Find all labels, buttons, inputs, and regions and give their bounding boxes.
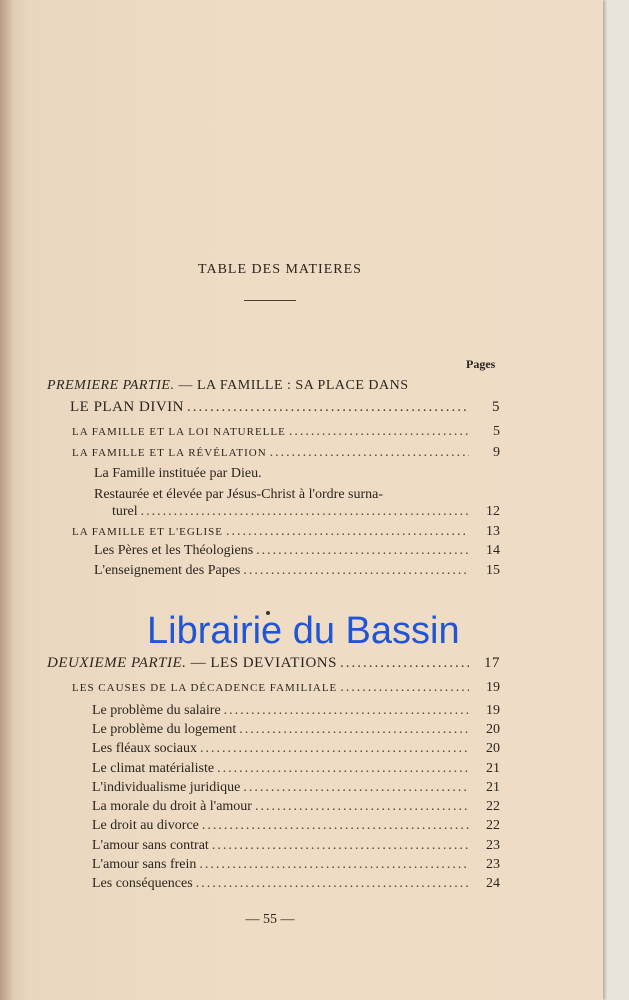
leader-dots	[255, 799, 469, 815]
toc-entry	[112, 504, 500, 520]
leader-dots	[196, 876, 469, 892]
part2-label: DEUXIEME PARTIE.	[47, 655, 187, 671]
title-underline	[244, 300, 296, 301]
toc-entry	[94, 543, 500, 559]
leader-dots	[270, 445, 469, 461]
toc-entry	[92, 818, 500, 834]
part1-heading-line1	[47, 378, 408, 394]
leader-dots	[243, 563, 469, 579]
part2-heading	[47, 655, 500, 672]
watermark-text: Librairie du Bassin	[147, 610, 460, 652]
part1-page: 5	[492, 399, 500, 415]
toc-entry-page: 13	[486, 524, 500, 539]
page-spine-shadow	[0, 0, 14, 1000]
part1-label: PREMIERE PARTIE.	[47, 378, 175, 393]
toc-entry-page: 5	[493, 424, 500, 439]
toc-entry-title: La morale du droit à l'amour	[92, 799, 252, 814]
toc-entry	[92, 703, 500, 719]
toc-entry	[92, 799, 500, 815]
toc-entry	[92, 857, 500, 873]
part1-heading-line2	[70, 399, 500, 416]
leader-dots	[243, 780, 469, 796]
leader-dots	[340, 655, 469, 672]
toc-entry-page: 23	[486, 838, 500, 853]
leader-dots	[202, 818, 469, 834]
toc-entry-page: 15	[486, 563, 500, 578]
toc-entry-page: 19	[486, 680, 500, 695]
toc-entry-page: 24	[486, 876, 500, 891]
toc-entry-title: LA FAMILLE ET LA RÉVÉLATION	[72, 447, 267, 459]
toc-entry	[92, 761, 500, 777]
toc-entry-page: 20	[486, 722, 500, 737]
toc-entry	[72, 680, 500, 696]
toc-entry-title-line2: turel	[112, 504, 138, 519]
toc-entry	[92, 838, 500, 854]
toc-entry-title: Le droit au divorce	[92, 818, 199, 833]
toc-entry	[94, 563, 500, 579]
leader-dots	[212, 838, 469, 854]
leader-dots	[199, 857, 469, 873]
leader-dots	[187, 399, 469, 416]
toc-entry	[92, 876, 500, 892]
leader-dots	[217, 761, 469, 777]
toc-entry-title-line1: Restaurée et élevée par Jésus-Christ à l'ordre surna-	[94, 487, 384, 502]
toc-entry	[92, 722, 500, 738]
leader-dots	[340, 680, 469, 696]
page-number: — 55 —	[245, 912, 295, 927]
toc-entry-title: LA FAMILLE ET LA LOI NATURELLE	[72, 426, 286, 438]
toc-entry-title: LA FAMILLE ET L'EGLISE	[72, 526, 223, 538]
toc-entry-page: 9	[493, 445, 500, 460]
toc-entry-title: La Famille instituée par Dieu.	[94, 466, 262, 481]
toc-entry	[92, 780, 500, 796]
toc-entry-page: 22	[486, 799, 500, 814]
toc-entry-page: 19	[486, 703, 500, 718]
leader-dots	[256, 543, 469, 559]
toc-entry	[72, 424, 500, 440]
leader-dots	[200, 741, 469, 757]
page-title: TABLE DES MATIERES	[198, 262, 362, 277]
toc-entry-page: 20	[486, 741, 500, 756]
toc-entry-title: L'amour sans contrat	[92, 838, 209, 853]
leader-dots	[226, 524, 469, 540]
toc-entry-title: L'enseignement des Papes	[94, 563, 241, 578]
toc-entry-page: 21	[486, 780, 500, 795]
toc-entry	[72, 445, 500, 461]
part1-title-line2: LE PLAN DIVIN	[70, 399, 184, 415]
toc-entry	[72, 524, 500, 540]
toc-entry-title: L'individualisme juridique	[92, 780, 241, 795]
part2-page: 17	[484, 655, 500, 671]
leader-dots	[224, 703, 469, 719]
toc-entry-title: Le problème du salaire	[92, 703, 221, 718]
leader-dots	[289, 424, 469, 440]
part2-title: — LES DEVIATIONS	[190, 655, 337, 671]
toc-entry-title: Les fléaux sociaux	[92, 741, 197, 756]
toc-entry-page: 23	[486, 857, 500, 872]
toc-entry	[92, 741, 500, 757]
toc-entry-page: 22	[486, 818, 500, 833]
toc-entry-title: L'amour sans frein	[92, 857, 197, 872]
toc-entry-page: 21	[486, 761, 500, 776]
leader-dots	[141, 504, 469, 520]
part1-title-line1: — LA FAMILLE : SA PLACE DANS	[178, 378, 409, 393]
toc-entry-page: 12	[486, 504, 500, 519]
toc-entry-title: Les Pères et les Théologiens	[94, 543, 254, 558]
pages-column-label: Pages	[466, 357, 496, 371]
toc-entry-page: 14	[486, 543, 500, 558]
toc-entry-title: Le problème du logement	[92, 722, 237, 737]
toc-entry-title: LES CAUSES DE LA DÉCADENCE FAMILIALE	[72, 682, 338, 694]
leader-dots	[239, 722, 469, 738]
toc-entry-title: Les conséquences	[92, 876, 193, 891]
toc-entry-title: Le climat matérialiste	[92, 761, 215, 776]
